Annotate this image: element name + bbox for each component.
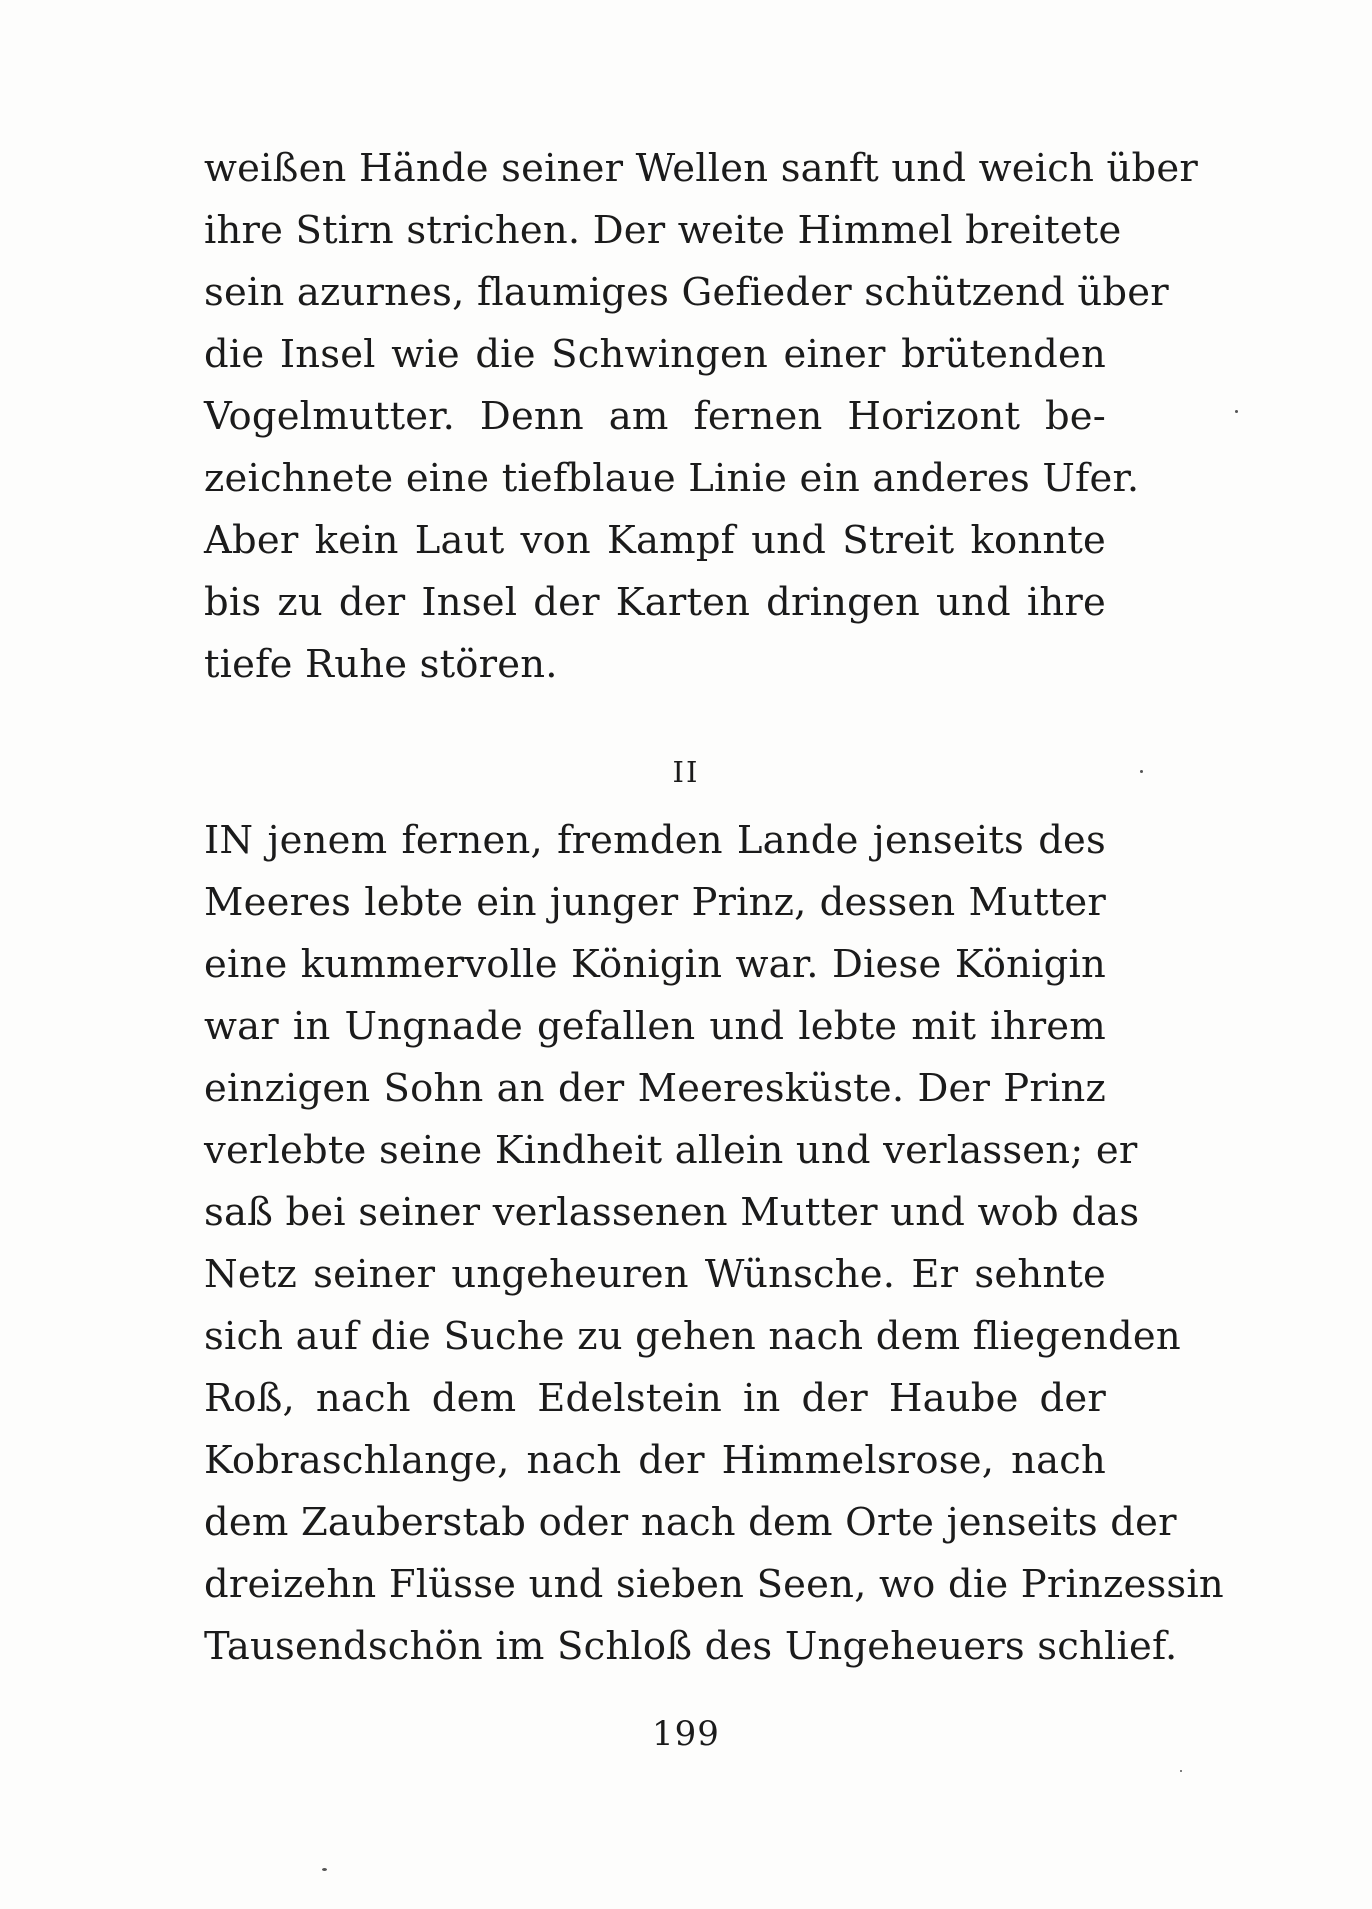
paper-speck <box>1140 770 1143 773</box>
text-line: Aber kein Laut von Kampf und Streit konnte <box>204 518 1106 563</box>
text-line: saß bei seiner verlassenen Mutter und wob das <box>204 1190 1140 1235</box>
text-line: Tausendschön im Schloß des Ungeheuers schlief. <box>204 1624 1178 1669</box>
page-number: 199 <box>652 1714 720 1754</box>
text-line: war in Ungnade gefallen und lebte mit ihrem <box>204 1004 1106 1049</box>
text-line: die Insel wie die Schwingen einer brütenden <box>204 332 1106 377</box>
text-line: sich auf die Suche zu gehen nach dem fliegenden <box>204 1314 1181 1359</box>
paper-speck <box>1180 1770 1182 1772</box>
text-line: Netz seiner ungeheuren Wünsche. Er sehnte <box>204 1252 1106 1297</box>
paper-speck <box>1235 410 1238 413</box>
text-line: verlebte seine Kindheit allein und verlassen; er <box>204 1128 1138 1173</box>
text-line: eine kummervolle Königin war. Diese Königin <box>204 942 1106 987</box>
paper-speck <box>322 1868 327 1871</box>
paragraph-section-two <box>204 810 1224 1678</box>
text-line: weißen Hände seiner Wellen sanft und weich über <box>204 146 1198 191</box>
text-line: Roß, nach dem Edelstein in der Haube der <box>204 1376 1106 1421</box>
text-line: tiefe Ruhe stören. <box>204 642 558 687</box>
text-line: bis zu der Insel der Karten dringen und ihre <box>204 580 1106 625</box>
text-line: Meeres lebte ein junger Prinz, dessen Mutter <box>204 880 1106 925</box>
text-line: dem Zauberstab oder nach dem Orte jenseits der <box>204 1500 1177 1545</box>
text-line: einzigen Sohn an der Meeresküste. Der Prinz <box>204 1066 1106 1111</box>
text-line: zeichnete eine tiefblaue Linie ein anderes Ufer. <box>204 456 1140 501</box>
text-line: sein azurnes, flaumiges Gefieder schützend über <box>204 270 1169 315</box>
text-line: Kobraschlange, nach der Himmelsrose, nach <box>204 1438 1106 1483</box>
text-line: dreizehn Flüsse und sieben Seen, wo die Prinzessin <box>204 1562 1224 1607</box>
text-line: Vogelmutter. Denn am fernen Horizont be- <box>204 394 1106 439</box>
text-line: ihre Stirn strichen. Der weite Himmel breitete <box>204 208 1122 253</box>
section-heading: II <box>672 755 700 789</box>
text-line: IN jenem fernen, fremden Lande jenseits des <box>204 818 1106 863</box>
paragraph-continuation <box>204 138 1198 696</box>
